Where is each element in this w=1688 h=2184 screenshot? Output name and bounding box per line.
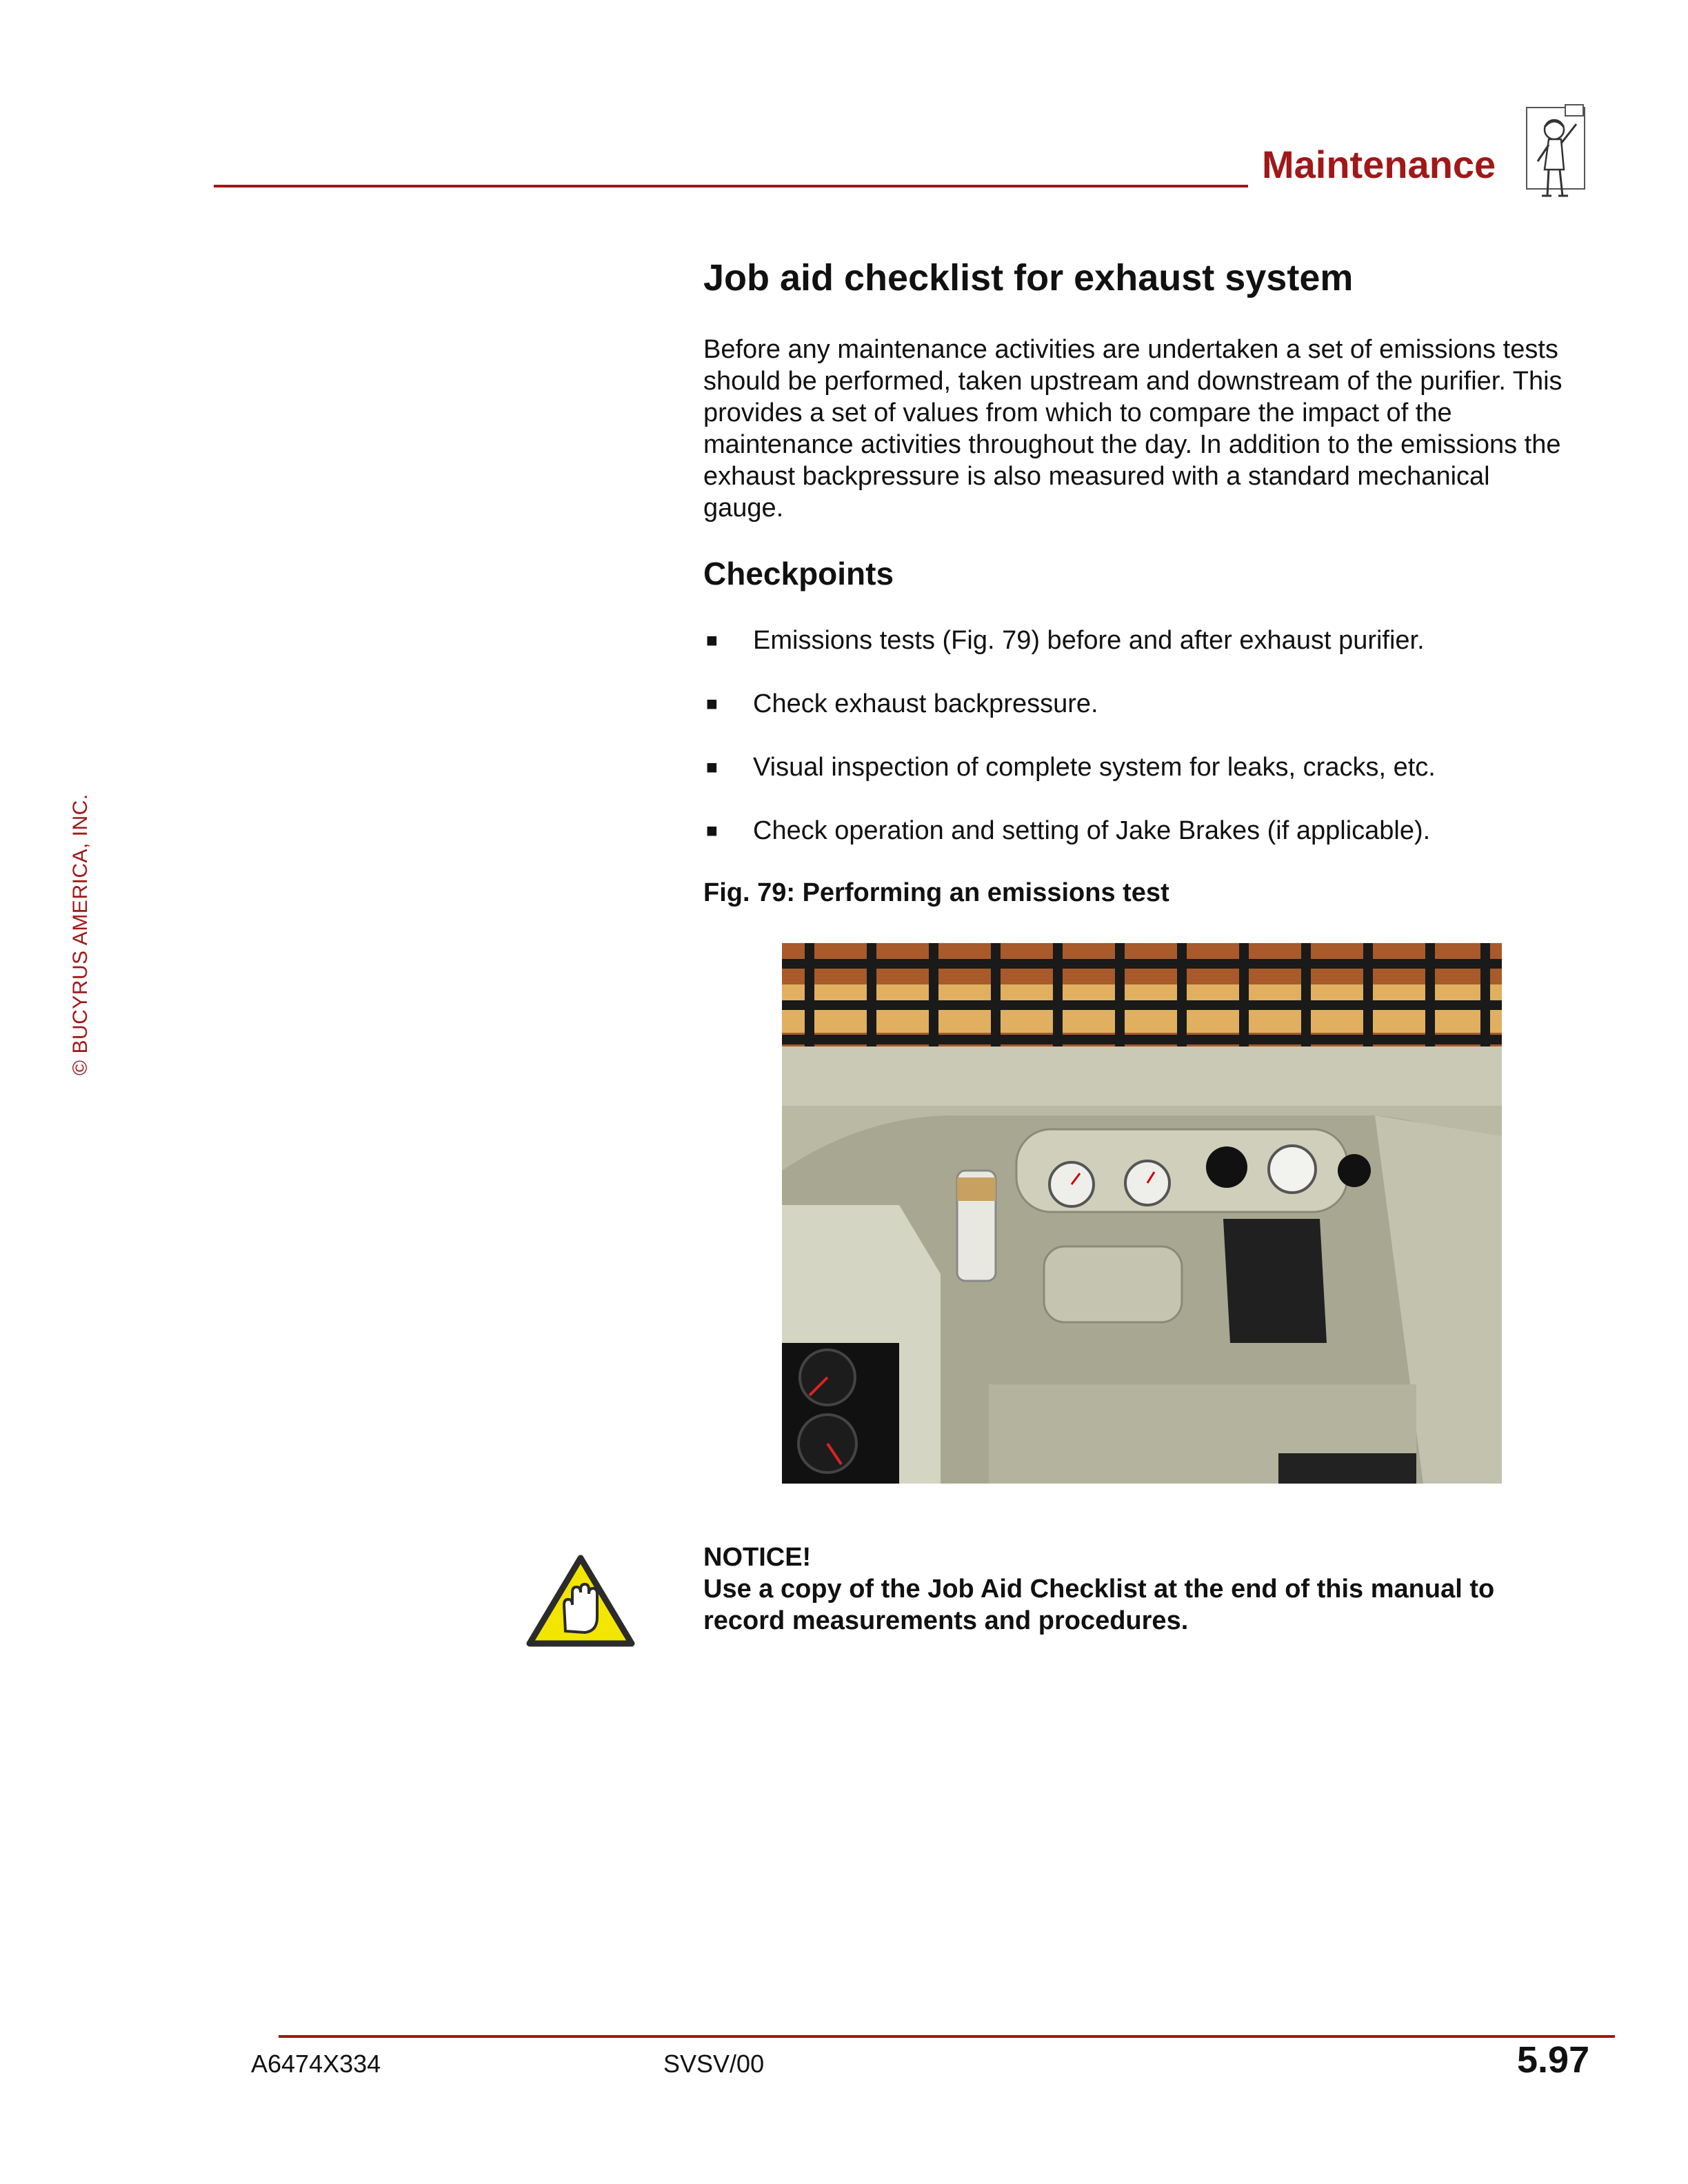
bullet-icon: ■	[706, 693, 718, 714]
page-number: 5.97	[1517, 2039, 1590, 2081]
bullet-icon: ■	[706, 756, 718, 778]
checkpoint-item	[703, 751, 1572, 783]
checkpoint-list	[703, 625, 1572, 878]
hand-warning-icon	[525, 1554, 636, 1648]
intro-paragraph: Before any maintenance activities are undertaken a set of emissions tests should be performed, taken upstream and downstream of the purifier. This provides a set of values from which to compare the impact of the maintenance activities throughout the day. In addition to the emissions the exhaust backpressure is also measured with a standard mechanical gauge.	[703, 335, 1563, 523]
mechanic-figure-icon	[1524, 103, 1587, 200]
notice-title: NOTICE!	[703, 1543, 812, 1572]
page-title: Job aid checklist for exhaust system	[703, 257, 1354, 299]
bullet-icon: ■	[706, 629, 718, 651]
document-version: SVSV/00	[663, 2050, 765, 2078]
figure-caption: Fig. 79: Performing an emissions test	[703, 878, 1169, 907]
checkpoint-text: Visual inspection of complete system for leaks, cracks, etc.	[753, 753, 1436, 782]
checkpoint-item	[703, 625, 1572, 656]
footer-rule	[279, 2035, 1615, 2038]
document-number: A6474X334	[251, 2050, 381, 2078]
bullet-icon: ■	[706, 820, 718, 841]
checkpoints-heading: Checkpoints	[703, 556, 894, 592]
notice-text: Use a copy of the Job Aid Checklist at the end of this manual to record measurements and procedures.	[703, 1575, 1495, 1635]
emissions-test-photo	[782, 943, 1502, 1484]
header-rule	[214, 185, 1248, 188]
section-title: Maintenance	[1262, 143, 1496, 186]
checkpoint-item	[703, 815, 1572, 847]
checkpoint-text: Check operation and setting of Jake Brakes (if applicable).	[753, 816, 1431, 845]
checkpoint-item	[703, 688, 1572, 720]
checkpoint-text: Emissions tests (Fig. 79) before and after exhaust purifier.	[753, 626, 1425, 655]
checkpoint-text: Check exhaust backpressure.	[753, 689, 1098, 718]
copyright-notice: © BUCYRUS AMERICA, INC.	[69, 793, 92, 1075]
